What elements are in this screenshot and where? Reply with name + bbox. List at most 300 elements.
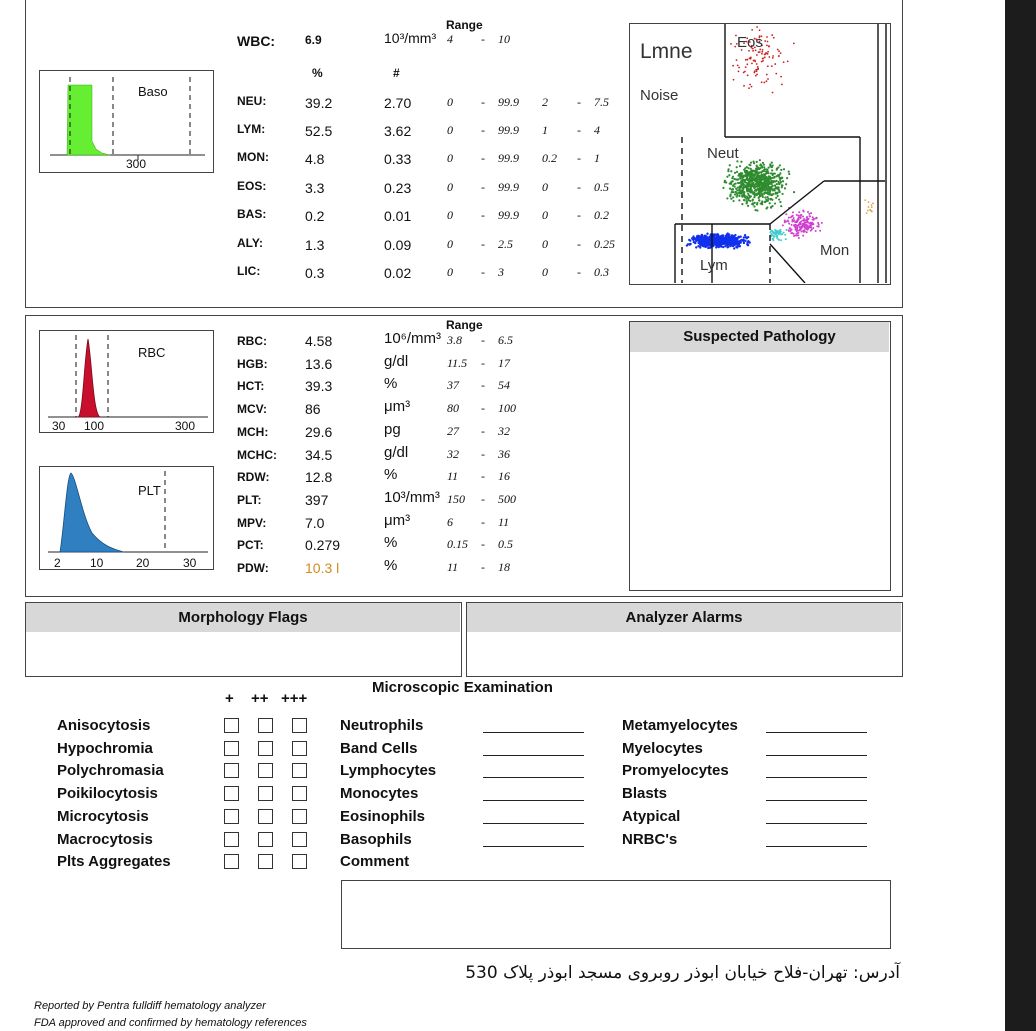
rbc-row-lo: 80 — [447, 401, 459, 416]
grade-checkbox[interactable] — [292, 763, 307, 778]
wbc-row-hi2: 0.2 — [594, 208, 609, 222]
aly-event — [785, 229, 787, 231]
neut-event — [764, 185, 766, 187]
rbc-row-hi: 54 — [498, 378, 510, 393]
mon-event — [788, 217, 790, 219]
mon-event — [792, 215, 794, 217]
wbc-row-abs: 0.02 — [384, 265, 412, 281]
lym-event — [722, 246, 724, 248]
neut-event — [765, 172, 767, 174]
eos-event — [746, 63, 748, 65]
rbc-row-label: PLT: — [237, 492, 262, 507]
rbc-row-label: MPV: — [237, 515, 267, 530]
mon-event — [821, 222, 823, 224]
eos-event — [756, 73, 758, 75]
rbc-row-dash: - — [481, 355, 485, 370]
aly-event — [773, 233, 775, 235]
neut-event — [749, 200, 751, 202]
micro-right-blank[interactable] — [766, 777, 867, 778]
neut-event — [765, 207, 767, 209]
wbc-row-pct: 0.2 — [305, 208, 325, 224]
baso-histogram-svg — [40, 71, 212, 171]
lym-event — [706, 233, 708, 235]
neut-event — [756, 203, 758, 205]
neut-event — [793, 191, 795, 193]
eos-event — [780, 76, 782, 78]
morphology-flags-box — [25, 602, 462, 677]
morphology-flags-title: Morphology Flags — [26, 603, 460, 632]
lym-event — [725, 242, 727, 244]
grade-checkbox[interactable] — [292, 718, 307, 733]
eos-event — [777, 49, 779, 51]
wbc-label: WBC: — [237, 33, 276, 49]
neut-event — [752, 174, 754, 176]
neut-event — [778, 174, 780, 176]
micro-right-blank[interactable] — [766, 755, 867, 756]
eos-event — [755, 75, 757, 77]
neut-event — [752, 160, 754, 162]
wbc-row-lo2: 2 — [542, 95, 548, 109]
rbc-range-label: Range — [446, 318, 483, 332]
mon-event — [782, 224, 784, 226]
neut-event — [741, 185, 743, 187]
micro-right-blank[interactable] — [766, 732, 867, 733]
neut-event — [781, 177, 783, 179]
neut-event — [783, 168, 785, 170]
eos-event — [766, 44, 768, 46]
grade-checkbox[interactable] — [224, 832, 239, 847]
rbc-row-dash: - — [481, 333, 485, 347]
neut-event — [739, 177, 741, 179]
wbc-row-label: NEU: — [237, 94, 267, 108]
grade-checkbox[interactable] — [224, 741, 239, 756]
neut-event — [741, 172, 743, 174]
neut-event — [778, 181, 780, 183]
eos-event — [762, 58, 764, 60]
wbc-row-dash1: - — [481, 180, 485, 194]
wbc-row-abs: 0.23 — [384, 180, 412, 196]
neut-event — [741, 203, 743, 205]
wbc-row-pct: 0.3 — [305, 265, 325, 281]
neut-event — [732, 196, 734, 198]
mon-event — [800, 221, 802, 223]
eos-event — [745, 66, 747, 68]
mon-event — [806, 231, 808, 233]
lym-event — [703, 241, 705, 243]
eos-event — [751, 86, 753, 88]
mon-event — [806, 228, 808, 230]
neut-event — [768, 167, 770, 169]
mon-event — [791, 219, 793, 221]
wbc-row-hi1: 99.9 — [498, 208, 519, 222]
neut-event — [782, 180, 784, 182]
neut-event — [786, 177, 788, 179]
lym-event — [720, 242, 722, 244]
mon-event — [805, 221, 807, 223]
lym-event — [699, 246, 701, 248]
neut-event — [736, 189, 738, 191]
lym-event — [695, 246, 697, 248]
aly-event — [777, 238, 779, 240]
micro-mid-blank[interactable] — [483, 800, 584, 801]
neut-event — [757, 188, 759, 190]
micro-right-blank[interactable] — [766, 846, 867, 847]
grade-checkbox[interactable] — [292, 832, 307, 847]
neut-event — [779, 179, 781, 181]
neut-event — [743, 199, 745, 201]
rbc-row-hi: 17 — [498, 355, 510, 370]
mon-event — [800, 216, 802, 218]
rbc-row-lo: 3.8 — [447, 333, 462, 347]
neut-event — [743, 169, 745, 171]
rbc-histogram-svg — [40, 331, 212, 431]
aly-event — [780, 239, 782, 241]
neut-event — [771, 162, 773, 164]
neut-event — [763, 168, 765, 170]
rbc-hist-tick-300: 300 — [175, 419, 196, 433]
wbc-row-lo2: 1 — [542, 123, 548, 137]
eos-event — [754, 59, 756, 61]
wbc-row-hi2: 7.5 — [594, 95, 609, 109]
wbc-row-dash2: - — [577, 151, 581, 165]
mon-event — [806, 226, 808, 228]
plt-hist-tick-20: 20 — [136, 556, 150, 570]
neut-event — [756, 171, 758, 173]
neut-event — [770, 193, 772, 195]
neut-event — [739, 165, 741, 167]
comment-box[interactable] — [341, 880, 891, 949]
lym-event — [720, 245, 722, 247]
neut-event — [770, 198, 772, 200]
rbc-row-hi: 36 — [498, 446, 510, 461]
wbc-row-hi1: 99.9 — [498, 123, 519, 137]
neut-event — [752, 199, 754, 201]
eos-event — [766, 36, 768, 38]
eos-event — [778, 50, 780, 52]
aly-event — [779, 231, 781, 233]
lym-event — [729, 244, 731, 246]
neut-event — [779, 201, 781, 203]
neut-event — [774, 202, 776, 204]
eos-event — [738, 70, 740, 72]
grade-checkbox[interactable] — [292, 809, 307, 824]
mon-event — [793, 217, 795, 219]
grade-plus-3: +++ — [281, 690, 308, 707]
mon-event — [791, 229, 793, 231]
rbc-row-label: MCHC: — [237, 447, 277, 462]
neut-event — [756, 173, 758, 175]
lym-event — [718, 239, 720, 241]
lym-event — [736, 241, 738, 243]
neut-event — [754, 177, 756, 179]
rbc-row-lo: 11 — [447, 560, 459, 574]
mon-event — [805, 224, 807, 226]
neut-event — [779, 191, 781, 193]
neut-event — [759, 189, 761, 191]
rbc-hist-tick-30: 30 — [52, 419, 66, 433]
aly-event — [772, 235, 774, 237]
neut-event — [757, 176, 759, 178]
rbc-row-dash: - — [481, 446, 485, 461]
neut-event — [734, 186, 736, 188]
neut-event — [775, 197, 777, 199]
rbc-row-label: RBC: — [237, 334, 267, 348]
wbc-row-dash2: - — [577, 208, 581, 222]
eos-event — [750, 58, 752, 60]
rbc-row-unit: 10⁶/mm³ — [384, 330, 442, 347]
rbc-row-dash: - — [481, 423, 485, 438]
rbc-row-value: 13.6 — [305, 355, 333, 372]
eos-event — [761, 51, 763, 53]
mon-event — [785, 213, 787, 215]
lym-event — [714, 238, 716, 240]
rbc-row-lo: 32 — [447, 446, 459, 461]
mon-event — [791, 232, 793, 234]
micro-mid-item: Neutrophils — [340, 717, 424, 734]
lym-event — [746, 243, 748, 245]
baso-event — [868, 206, 870, 208]
grade-checkbox[interactable] — [258, 854, 273, 869]
lym-event — [721, 238, 723, 240]
wbc-range-label: Range — [446, 18, 483, 32]
lym-event — [726, 239, 728, 241]
wbc-row-label: MON: — [237, 150, 269, 164]
grade-checkbox[interactable] — [258, 832, 273, 847]
eos-event — [767, 51, 769, 53]
wbc-row-label: EOS: — [237, 179, 267, 193]
micro-mid-blank[interactable] — [483, 777, 584, 778]
footer-line-1: Reported by Pentra fulldiff hematology analyzer — [34, 1000, 266, 1012]
eos-event — [764, 56, 766, 58]
wbc-row-abs: 2.70 — [384, 95, 412, 111]
mon-event — [809, 224, 811, 226]
eos-event — [775, 73, 777, 75]
mon-event — [812, 216, 814, 218]
neut-event — [758, 195, 760, 197]
mon-event — [796, 235, 798, 237]
lym-event — [699, 244, 701, 246]
neut-event — [748, 182, 750, 184]
grade-checkbox[interactable] — [224, 763, 239, 778]
neut-event — [728, 174, 730, 176]
micro-left-item: Poikilocytosis — [57, 785, 158, 803]
neut-event — [750, 179, 752, 181]
eos-event — [767, 65, 769, 67]
lym-event — [716, 244, 718, 246]
baso-event — [868, 201, 870, 203]
grade-checkbox[interactable] — [258, 718, 273, 733]
scatter-neut: Neut — [707, 145, 739, 162]
rbc-row-value: 10.3 l — [305, 560, 340, 576]
neut-event — [752, 185, 754, 187]
analyzer-alarms-title: Analyzer Alarms — [467, 603, 901, 632]
micro-left-item: Microcytosis — [57, 807, 149, 825]
neut-event — [761, 178, 763, 180]
mon-event — [789, 227, 791, 229]
mon-event — [802, 216, 804, 218]
neut-event — [736, 192, 738, 194]
wbc-row-label: LYM: — [237, 122, 266, 136]
neut-event — [742, 176, 744, 178]
eos-event — [771, 65, 773, 67]
wbc-row-pct: 4.8 — [305, 151, 325, 167]
wbc-row-lo1: 0 — [447, 208, 453, 222]
lym-event — [700, 240, 702, 242]
neut-event — [778, 198, 780, 200]
eos-event — [733, 79, 735, 81]
lym-event — [707, 247, 709, 249]
lym-event — [733, 247, 735, 249]
wbc-row-hi1: 3 — [498, 265, 504, 279]
grade-checkbox[interactable] — [258, 763, 273, 778]
grade-checkbox[interactable] — [224, 854, 239, 869]
wbc-row-dash1: - — [481, 265, 485, 279]
lym-event — [688, 239, 690, 241]
neut-event — [726, 197, 728, 199]
neut-event — [736, 179, 738, 181]
wbc-row-hi1: 99.9 — [498, 180, 519, 194]
lym-event — [732, 245, 734, 247]
eos-event — [744, 71, 746, 73]
suspected-pathology-box — [629, 321, 891, 591]
plt-hist-tick-30: 30 — [183, 556, 197, 570]
neut-event — [753, 192, 755, 194]
eos-event — [761, 81, 763, 83]
dark-side-strip — [1005, 0, 1036, 1031]
rbc-row-dash: - — [481, 560, 485, 574]
neut-event — [773, 188, 775, 190]
grade-checkbox[interactable] — [258, 809, 273, 824]
neut-event — [759, 180, 761, 182]
lym-event — [734, 234, 736, 236]
neut-event — [726, 176, 728, 178]
grade-checkbox[interactable] — [292, 741, 307, 756]
scatter-mon: Mon — [820, 242, 850, 259]
rbc-row-value: 397 — [305, 491, 329, 508]
neut-event — [770, 180, 772, 182]
mon-event — [808, 218, 810, 220]
eos-event — [736, 59, 738, 61]
mon-event — [788, 229, 790, 231]
micro-mid-blank[interactable] — [483, 732, 584, 733]
eos-event — [757, 66, 759, 68]
wbc-row-dash1: - — [481, 123, 485, 137]
neut-event — [750, 162, 752, 164]
neut-event — [757, 193, 759, 195]
neut-event — [763, 193, 765, 195]
lym-event — [715, 234, 717, 236]
neut-event — [770, 182, 772, 184]
micro-mid-blank[interactable] — [483, 846, 584, 847]
eos-event — [783, 61, 785, 63]
neut-event — [761, 201, 763, 203]
grade-checkbox[interactable] — [224, 786, 239, 801]
wbc-row-pct: 3.3 — [305, 180, 325, 196]
neut-event — [758, 186, 760, 188]
neut-event — [752, 202, 754, 204]
mon-event — [792, 211, 794, 213]
neut-event — [760, 163, 762, 165]
neut-event — [740, 161, 742, 163]
rbc-row-lo: 6 — [447, 514, 453, 529]
wbc-row-hi2: 1 — [594, 151, 600, 165]
mon-event — [796, 220, 798, 222]
neut-event — [759, 191, 761, 193]
micro-right-blank[interactable] — [766, 800, 867, 801]
rbc-row-hi: 100 — [498, 401, 516, 416]
grade-checkbox[interactable] — [292, 854, 307, 869]
lym-event — [699, 236, 701, 238]
neut-event — [774, 193, 776, 195]
mon-event — [796, 214, 798, 216]
micro-mid-blank[interactable] — [483, 823, 584, 824]
mon-event — [803, 218, 805, 220]
grade-checkbox[interactable] — [258, 741, 273, 756]
lym-event — [735, 238, 737, 240]
rbc-row-value: 39.3 — [305, 378, 333, 395]
neut-event — [761, 166, 763, 168]
neut-event — [760, 175, 762, 177]
mon-event — [802, 230, 804, 232]
eos-event — [763, 82, 765, 84]
mon-event — [800, 214, 802, 216]
grade-checkbox[interactable] — [292, 786, 307, 801]
mon-event — [795, 227, 797, 229]
neut-event — [764, 183, 766, 185]
neut-event — [773, 180, 775, 182]
lym-event — [694, 238, 696, 240]
neut-event — [742, 187, 744, 189]
lym-event — [696, 238, 698, 240]
grade-checkbox[interactable] — [224, 809, 239, 824]
neut-event — [727, 170, 729, 172]
eos-event — [766, 80, 768, 82]
scatter-noise: Noise — [640, 87, 679, 104]
grade-checkbox[interactable] — [224, 718, 239, 733]
micro-right-blank[interactable] — [766, 823, 867, 824]
neut-event — [753, 205, 755, 207]
lym-event — [694, 241, 696, 243]
suspected-pathology-title: Suspected Pathology — [630, 322, 889, 352]
neut-event — [781, 184, 783, 186]
rbc-row-label: MCV: — [237, 402, 267, 417]
wbc-row-lo2: 0 — [542, 265, 548, 279]
mon-event — [816, 217, 818, 219]
mon-event — [798, 237, 800, 239]
neut-event — [753, 196, 755, 198]
rbc-row-hi: 18 — [498, 560, 510, 574]
eos-event — [767, 78, 769, 80]
neut-event — [751, 177, 753, 179]
eos-event — [768, 56, 770, 58]
eos-event — [772, 92, 774, 94]
grade-checkbox[interactable] — [258, 786, 273, 801]
neut-event — [769, 190, 771, 192]
micro-mid-blank[interactable] — [483, 755, 584, 756]
scatter-lym: Lym — [700, 257, 728, 274]
baso-event — [871, 206, 873, 208]
neut-event — [771, 169, 773, 171]
wbc-row-dash1: - — [481, 95, 485, 109]
neut-event — [779, 164, 781, 166]
baso-event — [872, 202, 874, 204]
lym-event — [724, 245, 726, 247]
neut-event — [756, 209, 758, 211]
neut-event — [768, 187, 770, 189]
lym-event — [702, 237, 704, 239]
neut-event — [784, 187, 786, 189]
eos-event — [756, 69, 758, 71]
